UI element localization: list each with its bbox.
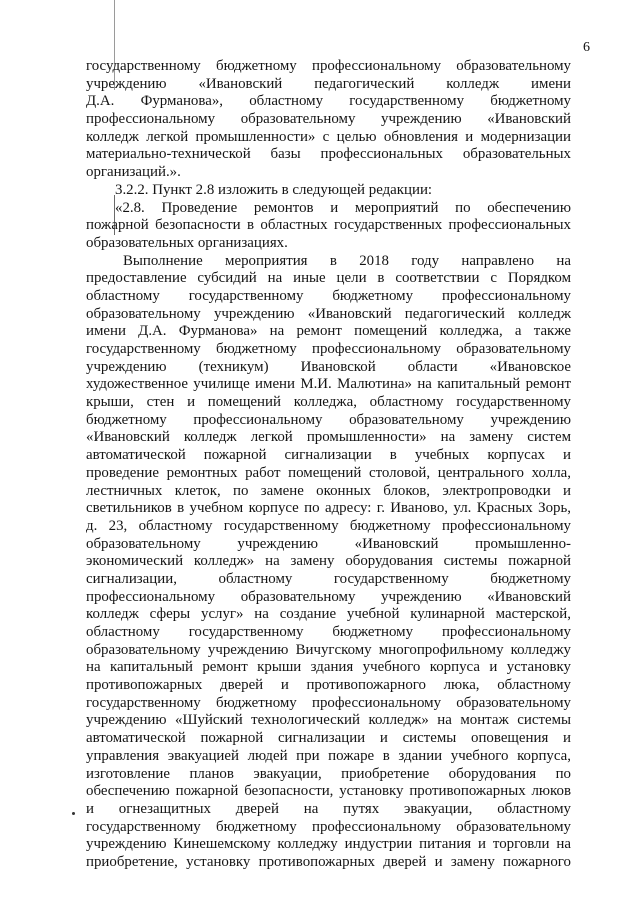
text-line: государственному бюджетному профессиональному образовательному	[86, 341, 571, 357]
text-line: обеспечению пожарной безопасности, установку противопожарных люков	[86, 783, 571, 800]
text-line: Выполнение мероприятия в 2018 году направлено на	[123, 252, 571, 269]
text-line: учреждению «Ивановский педагогический колледж имени	[86, 75, 571, 92]
text-line: сигнализации, областному государственному бюджетному	[86, 570, 571, 587]
text-line: 3.2.2. Пункт 2.8 изложить в следующей редакции:	[115, 181, 433, 198]
text-line: учреждению «Шуйский технологический колледж» на монтаж системы	[86, 712, 571, 729]
text-line: Д.А. Фурманова», областному государственному бюджетному	[86, 93, 571, 110]
text-line: имени Д.А. Фурманова» на ремонт помещений колледжа, а также	[86, 323, 571, 340]
text-line: светильников в учебном корпусе по адресу: г. Иваново, ул. Красных Зорь,	[86, 500, 571, 517]
text-line: колледж сферы услуг» на создание учебной кулинарной мастерской,	[86, 606, 571, 623]
text-line: д. 23, областному государственному бюджетному профессиональному	[86, 517, 571, 534]
text-line: государственному бюджетному профессиональному образовательному	[86, 58, 571, 74]
text-line: пожарной безопасности в областных государственных профессиональных	[86, 217, 571, 234]
text-line: образовательному учреждению Вичугскому многопрофильному колледжу	[86, 641, 571, 658]
text-line: профессиональному образовательному учреждению «Ивановский	[86, 111, 571, 128]
text-line: «Ивановский колледж легкой промышленности» на замену систем	[86, 429, 571, 446]
text-line: экономический колледж» на замену оборудования системы пожарной	[86, 553, 571, 570]
text-line: учреждению (техникум) Ивановской области «Ивановское	[86, 358, 571, 375]
text-line: профессиональному образовательному учреждению «Ивановский	[86, 588, 571, 605]
text-line: проведение ремонтных работ помещений столовой, центрального холла,	[86, 464, 571, 481]
text-line: образовательных организациях.	[86, 234, 288, 251]
text-line: лестничных клеток, по замене оконных блоков, электропроводки и	[86, 482, 571, 499]
text-line: автоматической пожарной сигнализации и системы оповещения и	[86, 730, 571, 747]
margin-dot	[72, 812, 75, 815]
page-number: 6	[583, 40, 590, 55]
text-line: предоставление субсидий на иные цели в соответствии с Порядком	[86, 270, 571, 287]
text-line: бюджетному профессиональному образовательному учреждению	[86, 411, 571, 428]
text-line: крыши, стен и помещений колледжа, областному государственному	[86, 394, 571, 411]
text-line: колледж легкой промышленности» с целью обновления и модернизации	[86, 128, 571, 145]
text-line: изготовление планов эвакуации, приобретение оборудования по	[86, 765, 571, 782]
text-line: образовательному учреждению «Ивановский промышленно-	[86, 535, 571, 552]
text-line: организаций.».	[86, 164, 181, 181]
text-line: материально-технической базы профессиональных образовательных	[86, 146, 571, 163]
text-line: «2.8. Проведение ремонтов и мероприятий по обеспечению	[115, 199, 571, 216]
text-line: на капитальный ремонт крыши здания учебного корпуса и установку	[86, 659, 571, 676]
body-text	[86, 58, 571, 872]
text-line: и огнезащитных дверей на путях эвакуации, областному	[86, 800, 571, 817]
text-line: учреждению Кинешемскому колледжу индустрии питания и торговли на	[86, 836, 571, 853]
text-line: областному государственному бюджетному профессиональному	[86, 624, 571, 640]
text-line: управления эвакуацией людей при пожаре в здании учебного корпуса,	[86, 747, 571, 764]
text-line: автоматической пожарной сигнализации в учебных корпусах и	[86, 447, 571, 464]
text-line: государственному бюджетному профессиональному образовательному	[86, 818, 571, 835]
text-line: областному государственному бюджетному профессиональному	[86, 287, 571, 304]
text-line: приобретение, установку противопожарных дверей и замену пожарного	[86, 853, 571, 870]
text-line: противопожарных дверей и противопожарного люка, областному	[86, 677, 571, 694]
text-line: образовательному учреждению «Ивановский педагогический колледж	[86, 305, 571, 322]
text-line: государственному бюджетному профессиональному образовательному	[86, 694, 571, 711]
text-line: художественное училище имени М.И. Малютина» на капитальный ремонт	[86, 376, 571, 393]
